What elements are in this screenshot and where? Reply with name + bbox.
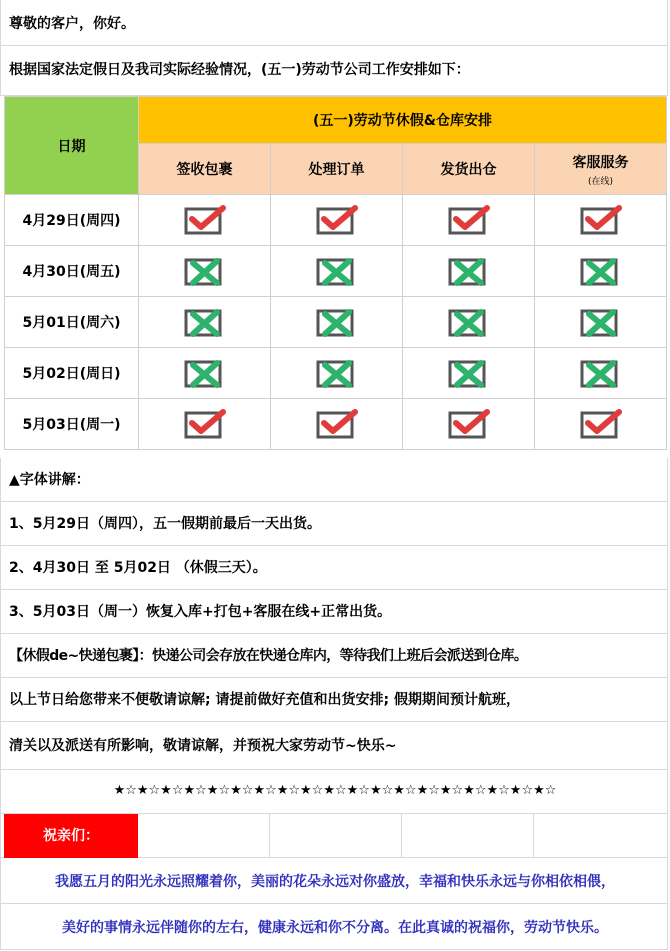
row-note-5 xyxy=(0,678,668,722)
status-cell xyxy=(271,297,403,348)
table-row xyxy=(5,246,667,297)
status-cell xyxy=(535,246,667,297)
status-cell xyxy=(403,246,535,297)
column-header xyxy=(139,144,271,195)
status-cell xyxy=(271,195,403,246)
row-note-3 xyxy=(0,590,668,634)
status-cell xyxy=(535,297,667,348)
status-cell xyxy=(403,297,535,348)
cross-icon xyxy=(316,358,358,388)
row-note-6 xyxy=(0,722,668,770)
table-row xyxy=(5,195,667,246)
note-line: 3、5月03日（周一）恢复入库+打包+客服在线+正常出货。 xyxy=(9,604,392,620)
greeting-text: 尊敬的客户，你好。 xyxy=(9,16,135,32)
grid-line xyxy=(533,814,534,858)
cross-icon xyxy=(184,256,226,286)
cross-icon xyxy=(580,256,622,286)
row-intro xyxy=(0,46,668,96)
check-icon xyxy=(448,409,490,439)
check-icon xyxy=(448,205,490,235)
status-cell xyxy=(403,348,535,399)
check-icon xyxy=(316,409,358,439)
blessing-line: 我愿五月的阳光永远照耀着你，美丽的花朵永远对你盛放，幸福和快乐永远与你相依相偎， xyxy=(55,874,615,890)
schedule-title: (五一)劳动节休假&仓库安排 xyxy=(139,97,667,144)
check-icon xyxy=(184,409,226,439)
note-line: 【休假de~快递包裹】：快递公司会存放在快递仓库内，等待我们上班后会派送到仓库。 xyxy=(9,648,528,664)
date-cell: 4月30日(周五) xyxy=(5,246,139,297)
check-icon xyxy=(184,205,226,235)
column-header xyxy=(535,144,667,195)
column-header xyxy=(403,144,535,195)
date-cell: 5月01日(周六) xyxy=(5,297,139,348)
intro-text: 根据国家法定假日及我司实际经验情况，(五一)劳动节公司工作安排如下： xyxy=(9,62,470,78)
check-icon xyxy=(580,409,622,439)
column-header-label: 签收包裹 xyxy=(176,162,233,178)
row-notes-heading xyxy=(0,458,668,502)
grid-line xyxy=(401,814,402,858)
date-header: 日期 xyxy=(5,97,139,195)
row-stars xyxy=(0,770,668,814)
stars-divider: ★☆★☆★☆★☆★☆★☆★☆★☆★☆★☆★☆★☆★☆★☆★☆★☆★☆★☆★☆ xyxy=(113,783,557,798)
row-note-1 xyxy=(0,502,668,546)
cross-icon xyxy=(316,307,358,337)
status-cell xyxy=(271,348,403,399)
note-line: 以上节日给您带来不便敬请谅解; 请提前做好充值和出货安排; 假期期间预计航班， xyxy=(9,692,520,708)
schedule-body xyxy=(5,195,667,450)
status-cell xyxy=(535,195,667,246)
row-note-4 xyxy=(0,634,668,678)
column-header-label: 客服服务 xyxy=(572,154,629,171)
cross-icon xyxy=(448,256,490,286)
check-icon xyxy=(580,205,622,235)
note-line: 清关以及派送有所影响，敬请谅解，并预祝大家劳动节~快乐~ xyxy=(9,738,397,754)
row-note-2 xyxy=(0,546,668,590)
status-cell xyxy=(403,399,535,450)
status-cell xyxy=(139,399,271,450)
cross-icon xyxy=(448,307,490,337)
table-row xyxy=(5,399,667,450)
row-blessing-1 xyxy=(0,858,668,904)
cross-icon xyxy=(316,256,358,286)
column-header-note: (在线) xyxy=(587,176,614,187)
note-line: 2、4月30日 至 5月02日 （休假三天）。 xyxy=(9,560,267,576)
status-cell xyxy=(271,246,403,297)
status-cell xyxy=(271,399,403,450)
cross-icon xyxy=(580,307,622,337)
status-cell xyxy=(139,246,271,297)
blessing-label: 祝亲们： xyxy=(4,814,138,858)
status-cell xyxy=(139,195,271,246)
date-cell: 4月29日(周四) xyxy=(5,195,139,246)
date-cell: 5月03日(周一) xyxy=(5,399,139,450)
table-row xyxy=(5,348,667,399)
row-greeting xyxy=(0,0,668,46)
note-line: 1、5月29日（周四），五一假期前最后一天出货。 xyxy=(9,516,321,532)
schedule-table xyxy=(4,96,667,450)
table-row xyxy=(5,297,667,348)
cross-icon xyxy=(184,307,226,337)
cross-icon xyxy=(448,358,490,388)
cross-icon xyxy=(184,358,226,388)
status-cell xyxy=(535,348,667,399)
status-cell xyxy=(139,297,271,348)
notes-heading: ▲字体讲解： xyxy=(9,472,90,488)
cross-icon xyxy=(580,358,622,388)
grid-line xyxy=(269,814,270,858)
status-cell xyxy=(535,399,667,450)
check-icon xyxy=(316,205,358,235)
status-cell xyxy=(403,195,535,246)
date-cell: 5月02日(周日) xyxy=(5,348,139,399)
column-header xyxy=(271,144,403,195)
column-header-label: 发货出仓 xyxy=(440,162,497,178)
status-cell xyxy=(139,348,271,399)
column-header-label: 处理订单 xyxy=(308,162,365,178)
row-blessing-2 xyxy=(0,904,668,950)
blessing-line: 美好的事情永远伴随你的左右，健康永远和你不分离。在此真诚的祝福你，劳动节快乐。 xyxy=(62,920,608,936)
